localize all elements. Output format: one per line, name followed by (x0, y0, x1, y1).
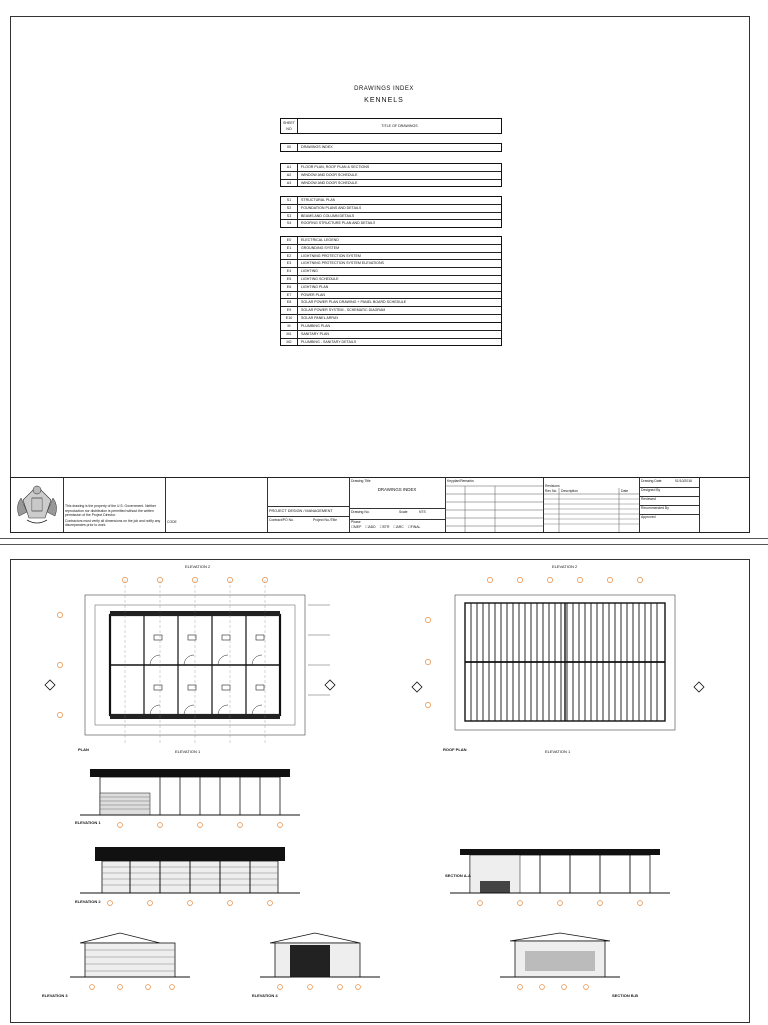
table-row: E9 SOLAR POWER SYSTEM - SCHEMATIC DIAGRAM (281, 307, 501, 315)
table-row: E3 LIGHTNING PROTECTION SYSTEM ELEVATIONS (281, 260, 501, 268)
drawing-title-label: Drawing Title (351, 479, 371, 483)
header-sheet-no: SHEET NO (281, 119, 298, 133)
table-row: 00 DRAWINGS INDEX (281, 144, 501, 151)
project-cell (267, 478, 350, 532)
rev-col-date: Date (621, 489, 629, 493)
date-cell (639, 478, 700, 532)
table-row: E1 GROUNDING SYSTEM (281, 245, 501, 253)
table-row: M1 SANITARY PLAN (281, 331, 501, 339)
keyplan-label: Keyplan/Remarks (447, 479, 474, 483)
index-group-mechanical (280, 322, 502, 346)
table-row: M PLUMBING PLAN (281, 323, 501, 331)
rev-col-no: Rev No. (545, 489, 558, 493)
revisions-label: Revisions (545, 484, 560, 488)
section-aa-label: SECTION A-A (445, 873, 471, 878)
keyplan-grid (445, 478, 543, 532)
table-row: E10 SOLAR PANEL ARRAY (281, 315, 501, 322)
elevation-2-label: ELEVATION 2 (75, 899, 101, 904)
table-row: E4 LIGHTING (281, 268, 501, 276)
table-row: E2 LIGHTNING PROTECTION SYSTEM (281, 253, 501, 261)
project-no-label: Project No./Title (313, 518, 337, 522)
table-row: A1 FLOOR PLAN, ROOF PLAN & SECTIONS (281, 164, 501, 172)
approved-label: Approved (641, 515, 656, 519)
disclaimer-text-2: Contractors must verify all dimensions on the job and notify any discrepancies prior to work. (65, 518, 161, 528)
scale-value: NTS (419, 510, 426, 514)
roof-plan-drawing (410, 575, 710, 755)
table-row: E8 SOLAR POWER PLAN DRAWING + PANEL BOARD SCHEDULE (281, 299, 501, 307)
disclaimer-text: This drawing is the property of the U.S. Government. Neither reproduction nor distribution is permitted without the written permission of the Project Director. (65, 504, 157, 518)
reviewer-label: Reviewed (641, 497, 656, 501)
title-block (10, 477, 750, 533)
table-row: S1 STRUCTURAL PLAN (281, 197, 501, 205)
rev-col-desc: Description (561, 489, 578, 493)
disclaimer-cell (63, 478, 166, 532)
phase-checkbox[interactable]: ☐STR (379, 525, 390, 529)
roof-plan-label: ROOF PLAN (443, 747, 467, 752)
table-row: S3 BEAMS AND COLUMN DETAILS (281, 213, 501, 221)
elevation-3-label: ELEVATION 3 (42, 993, 68, 998)
index-group-general (280, 143, 502, 152)
table-row: M2 PLUMBING - SANITARY DETAILS (281, 339, 501, 346)
plan-label: PLAN (78, 747, 89, 752)
keyplan-cell (445, 478, 544, 532)
drawing-title-cell (349, 478, 446, 532)
drawing-no-label: Drawing No. (351, 510, 370, 514)
date-label: Drawing Date (641, 479, 662, 483)
index-subtitle: KENNELS (364, 97, 404, 104)
phase-checkbox[interactable]: ☐ADD (365, 525, 376, 529)
index-group-electrical (280, 236, 502, 323)
table-row: A3 WINDOW AND DOOR SCHEDULE (281, 180, 501, 187)
table-row: E6 LIGHTING PLAN (281, 284, 501, 292)
table-row: E5 LIGHTING SCHEDULE (281, 276, 501, 284)
elevation-4-label: ELEVATION 4 (252, 993, 278, 998)
revisions-grid (543, 478, 639, 532)
section-bb-drawing (480, 925, 640, 995)
code-label: CODE (167, 520, 177, 524)
index-title: DRAWINGS INDEX (354, 86, 414, 92)
floor-plan-drawing (40, 575, 340, 755)
elevation-3-drawing (40, 925, 200, 995)
index-group-architectural (280, 163, 502, 187)
designer-label: Designed By (641, 488, 661, 492)
section-bb-label: SECTION B-B (612, 993, 638, 998)
phase-checkbox[interactable]: ☐ARC (393, 525, 404, 529)
table-row: S2 FOUNDATION PLANS AND DETAILS (281, 205, 501, 213)
elevation-4-drawing (240, 925, 400, 995)
scale-label: Scale (399, 510, 408, 514)
elevation-1-label: ELEVATION 1 (75, 820, 101, 825)
seal-cell (11, 478, 64, 532)
roof-elevation-tag-bottom: ELEVATION 1 (545, 749, 571, 754)
phase-label: Phase (351, 520, 361, 524)
elevation-tag-top: ELEVATION 2 (185, 564, 211, 569)
header-title: TITLE OF DRAWINGS (381, 124, 418, 128)
contract-label: Contract/PO No. (269, 518, 294, 522)
recommended-label: Recommended By (641, 506, 669, 510)
roof-elevation-tag-top: ELEVATION 2 (552, 564, 578, 569)
code-cell (165, 478, 268, 532)
phase-checkbox[interactable]: ☐MEP (351, 525, 362, 529)
us-seal-icon (11, 478, 63, 532)
drawing-sheet-architectural (0, 544, 768, 1025)
drawing-title: DRAWINGS INDEX (377, 487, 417, 492)
table-row: S4 ROOFING STRUCTURE PLAN AND DETAILS (281, 220, 501, 227)
project-label: PROJECT DESIGN / MANAGEMENT (269, 509, 333, 513)
index-group-structural (280, 196, 502, 228)
date-value: 01/10/2016 (675, 479, 692, 483)
phase-checkbox[interactable]: ☐FINAL (407, 525, 421, 529)
index-header (280, 118, 502, 134)
table-row: E0 ELECTRICAL LEGEND (281, 237, 501, 245)
table-row: A2 WINDOW AND DOOR SCHEDULE (281, 172, 501, 180)
table-row: E7 POWER PLAN (281, 292, 501, 300)
revisions-cell (543, 478, 640, 532)
elevation-tag-bottom: ELEVATION 1 (175, 749, 201, 754)
